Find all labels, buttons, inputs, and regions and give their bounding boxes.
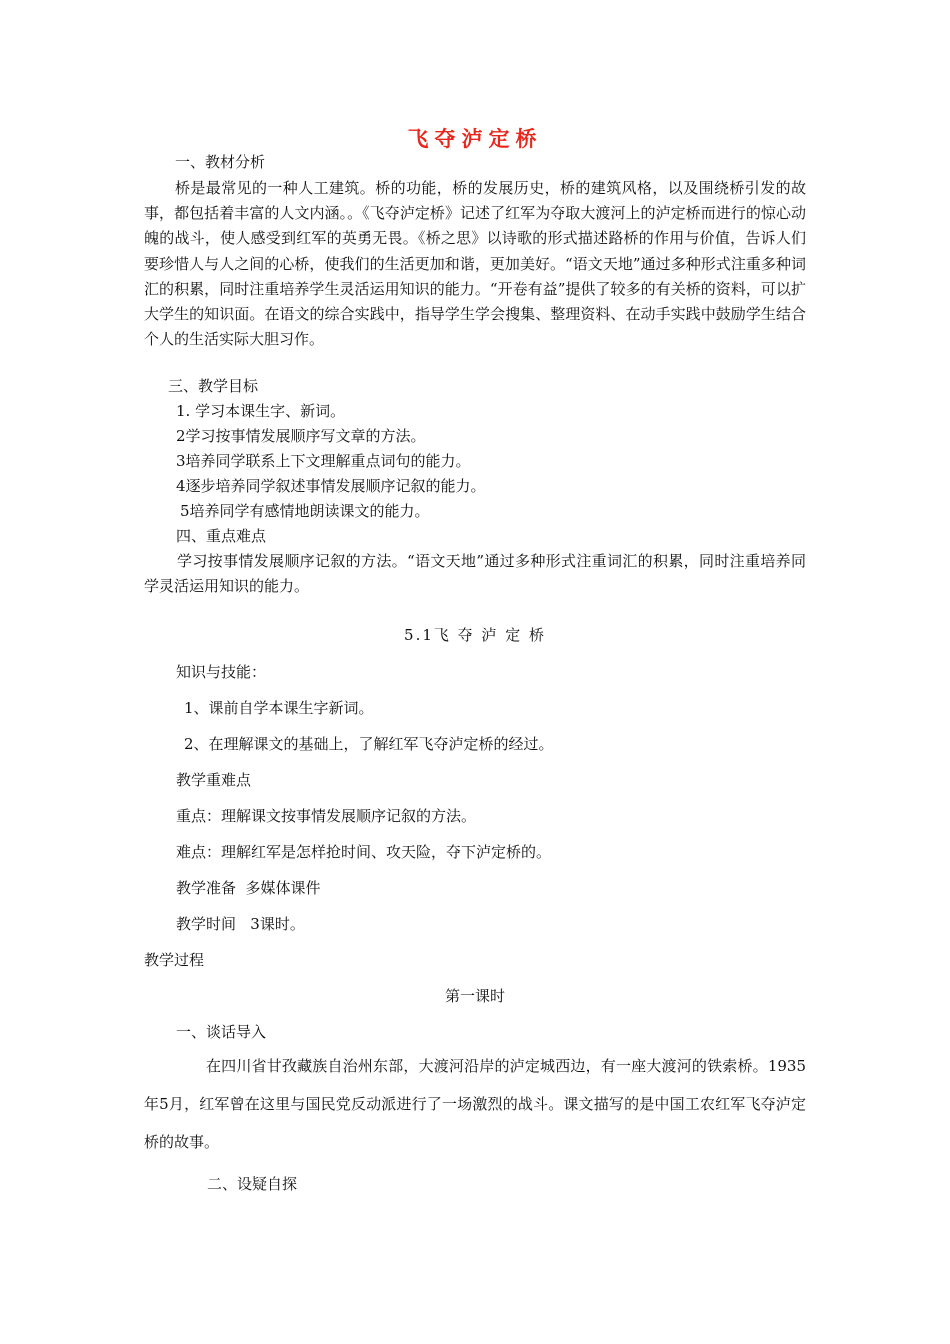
- goal-item: 4逐步培养同学叙述事情发展顺序记叙的能力。: [176, 477, 486, 495]
- key-difficulty-heading: 教学重难点: [176, 771, 252, 789]
- teaching-prep: 教学准备 多媒体课件: [176, 879, 321, 897]
- document-title: 飞夺泸定桥: [407, 126, 543, 151]
- knowledge-heading: 知识与技能：: [176, 663, 267, 681]
- section-heading-4: 四、重点难点: [176, 527, 267, 545]
- teaching-time: 教学时间 3课时。: [176, 915, 305, 933]
- goal-item: 5培养同学有感情地朗读课文的能力。: [180, 502, 430, 520]
- goal-item: 2学习按事情发展顺序写文章的方法。: [176, 427, 426, 445]
- intro-paragraph: 在四川省甘孜藏族自治州东部，大渡河沿岸的泸定城西边，有一座大渡河的铁索桥。1935年5月，红军曾在这里与国民党反动派进行了一场激烈的战斗。课文描写的是中国工农红军飞夺泸定桥的故事。: [144, 1057, 806, 1151]
- first-period-heading: 第一课时: [444, 987, 505, 1005]
- key-point: 重点：理解课文按事情发展顺序记叙的方法。: [176, 807, 477, 825]
- difficult-point: 难点：理解红军是怎样抢时间、攻天险，夺下泸定桥的。: [176, 843, 552, 861]
- question-heading: 二、设疑自探: [207, 1175, 298, 1193]
- goal-item: 3培养同学联系上下文理解重点词句的能力。: [176, 452, 471, 470]
- section-paragraph-1: 桥是最常见的一种人工建筑。桥的功能，桥的发展历史，桥的建筑风格，以及围绕桥引发的故事，都包括着丰富的人文内涵。。《飞夺泸定桥》记述了红军为夺取大渡河上的泸定桥而进行的惊心动魄的战斗，使人感受到红军的英勇无畏。《桥之思》以诗歌的形式描述路桥的作用与价值，告诉人们要珍惜人与人之间的心桥，使我们的生活更加和谐，更加美好。“语文天地”通过多种形式注重多种词汇的积累，同时注重培养学生灵活运用知识的能力。“开卷有益”提供了较多的有关桥的资料，可以扩大学生的知识面。在语文的综合实践中，指导学生学会搜集、整理资料、在动手实践中鼓励学生结合个人的生活实际大胆习作。: [144, 179, 806, 349]
- intro-heading: 一、谈话导入: [176, 1023, 267, 1041]
- section-heading-3: 三、教学目标: [168, 377, 259, 395]
- teaching-process-heading: 教学过程: [144, 951, 205, 969]
- section-paragraph-4: 学习按事情发展顺序记叙的方法。“语文天地”通过多种形式注重词汇的积累，同时注重培养同学灵活运用知识的能力。: [144, 552, 806, 596]
- section-heading-1: 一、教材分析: [175, 153, 266, 171]
- knowledge-item: 1、课前自学本课生字新词。: [184, 699, 374, 717]
- lesson-subtitle: 5.1飞 夺 泸 定 桥: [404, 626, 546, 644]
- goal-item: 1. 学习本课生字、新词。: [176, 402, 346, 420]
- knowledge-item: 2、在理解课文的基础上，了解红军飞夺泸定桥的经过。: [184, 735, 554, 753]
